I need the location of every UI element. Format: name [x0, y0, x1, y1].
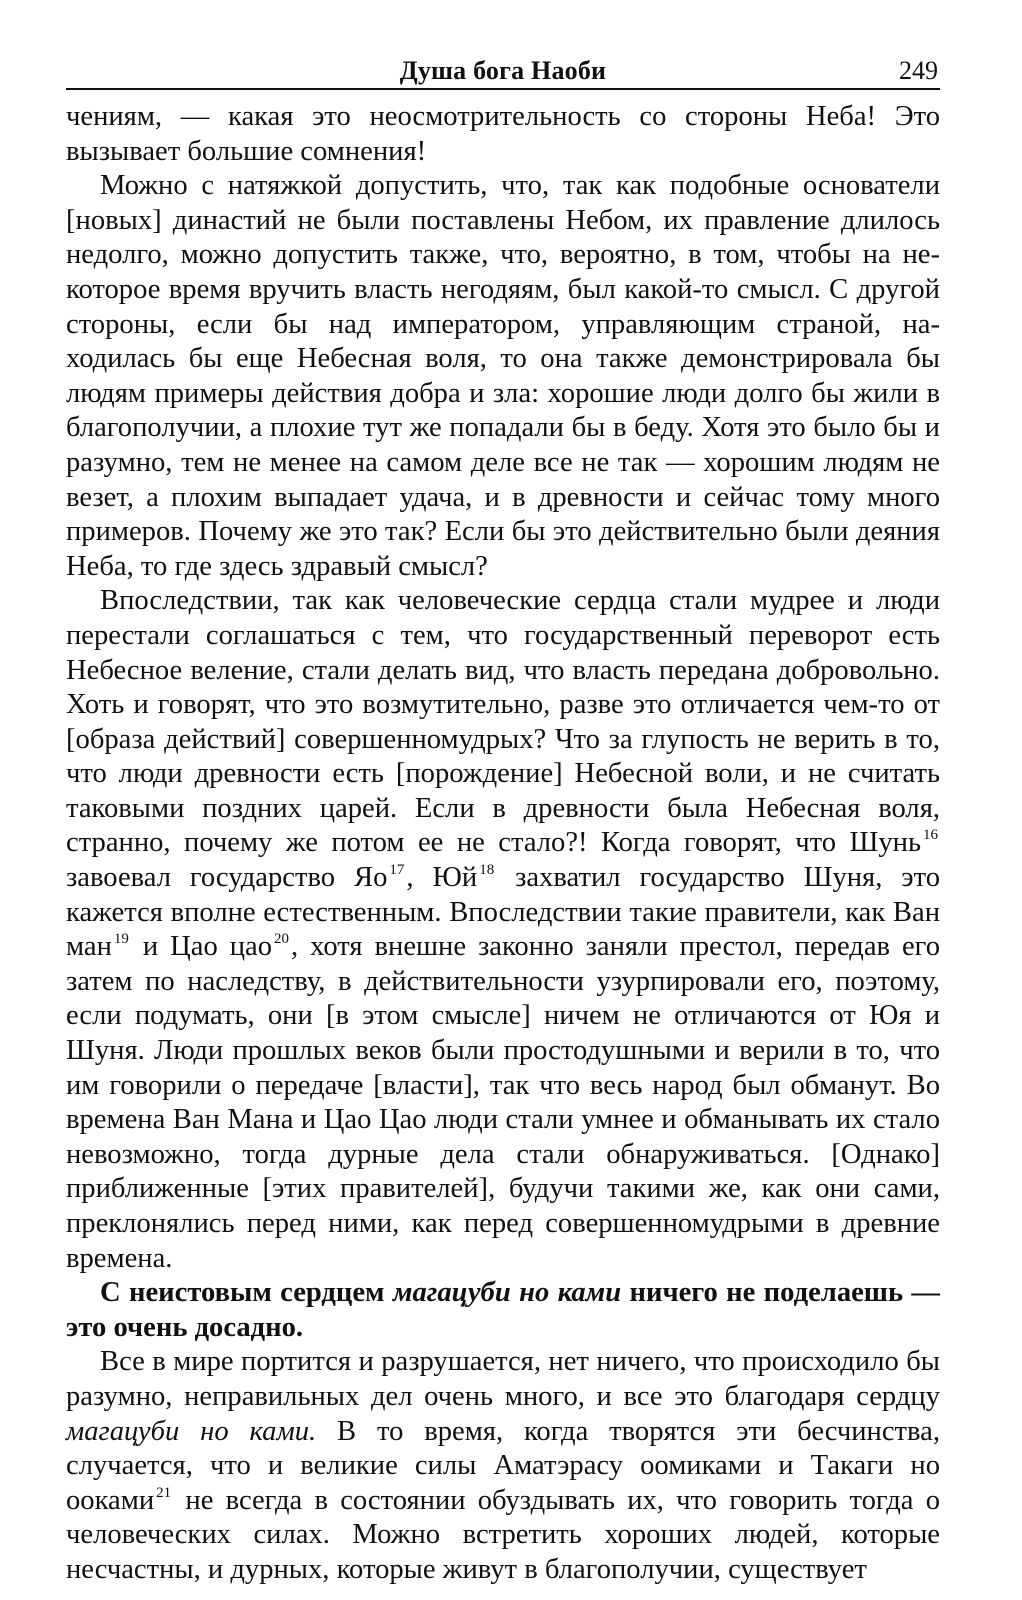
text-run: не всегда в состоянии обуздывать их, что говорить тогда о человеческих силах. Можно встретить хороших людей, которые несчастны, и дурных, которые живут в благополучии, существует	[66, 1484, 940, 1585]
page-number: 249	[899, 56, 938, 85]
italic-run: магацуби но ками.	[66, 1415, 317, 1447]
footnote-ref: 21	[156, 1484, 172, 1501]
section-heading	[66, 1276, 940, 1345]
running-title: Душа бога Наоби	[399, 56, 607, 85]
paragraph	[66, 584, 940, 1276]
running-head	[66, 52, 940, 90]
paragraph-continued: чениям, — какая это неосмотрительность со стороны Неба! Это вызывает большие сомнения!	[66, 101, 940, 167]
text-run: В то время, когда творятся эти бесчинства, случается, что и великие силы Аматэрасу оомиками и Такаги но ооками	[66, 1415, 941, 1516]
heading-run: ничего не поделаешь — это очень досадно.	[66, 1277, 941, 1343]
text-run: захватил государство Шуня, это кажется вполне естественным. Впоследствии такие правители, как Ван ман	[66, 862, 940, 963]
text-run: завоевал государство Яо	[66, 862, 388, 894]
footnote-ref: 20	[274, 931, 290, 948]
book-page	[66, 52, 940, 1588]
text-run: Впоследствии, так как человеческие сердца стали мудрее и люди перестали соглашаться с тем, что государственный переворот есть Небесное веление, стали делать вид, что власть передана добровольно. Хоть и говорят, что это возмутительно, разве это отличается чем-то от [образа действий] совершенномудрых? Что за глупость не верить в то, что люди древности есть [порождение] Небесной воли, и не считать таковыми поздних царей. Если в древности была Небесная воля, странно, почему же потом ее не стало?! Когда говорят, что Шунь	[66, 585, 940, 859]
text-run: , хотя внешне законно заняли престол, передав его затем по наследству, в действительности узурпировали его, поэтому, если подумать, они [в этом смысле] ничем не отличаются от Юя и Шуня. Люди прошлых веков были простодушными и верили в то, что им говорили о передаче [власти], так что весь народ был обманут. Во времена Ван Мана и Цао Цао люди стали умнее и обманывать их стало невозможно, тогда дурные дела стали обнаруживаться. [Однако] приближенные [этих правителей], будучи такими же, как они сами, преклонялись перед ними, как перед совершенномудрыми в древние времена.	[66, 931, 940, 1274]
paragraph: Можно с натяжкой допустить, что, так как подобные основатели [новых] династий не были поставлены Небом, их правление длилось недолго, можно допустить также, что, вероятно, в том, чтобы на некоторое время вручить власть негодяям, был какой-то смысл. С другой стороны, если бы над императором, управляющим страной, находилась бы еще Небесная воля, то она также демонстрировала бы людям примеры действия добра и зла: хорошие люди долго бы жили в благополучии, а плохие тут же попадали бы в беду. Хотя это было бы и разумно, тем не менее на самом деле все не так — хорошим людям не везет, а плохим выпадает удача, и в древности и сейчас тому много примеров. Почему же это так? Если бы это действительно были деяния Неба, то где здесь здравый смысл?	[66, 170, 940, 582]
text-run: , Юй	[406, 862, 478, 894]
text-run: и Цао цао	[130, 931, 273, 963]
heading-run: С неистовым сердцем	[100, 1277, 393, 1309]
body-text	[66, 100, 940, 1588]
footnote-ref: 16	[923, 827, 938, 844]
footnote-ref: 17	[389, 862, 405, 879]
footnote-ref: 18	[479, 862, 495, 879]
footnote-ref: 19	[113, 931, 129, 948]
heading-italic-run: магацуби но ками	[392, 1277, 622, 1309]
text-run: Все в мире портится и разрушается, нет ничего, что происходило бы разумно, неправильных дел очень много, и все это благодаря сердцу	[66, 1346, 940, 1412]
paragraph	[66, 1345, 940, 1587]
